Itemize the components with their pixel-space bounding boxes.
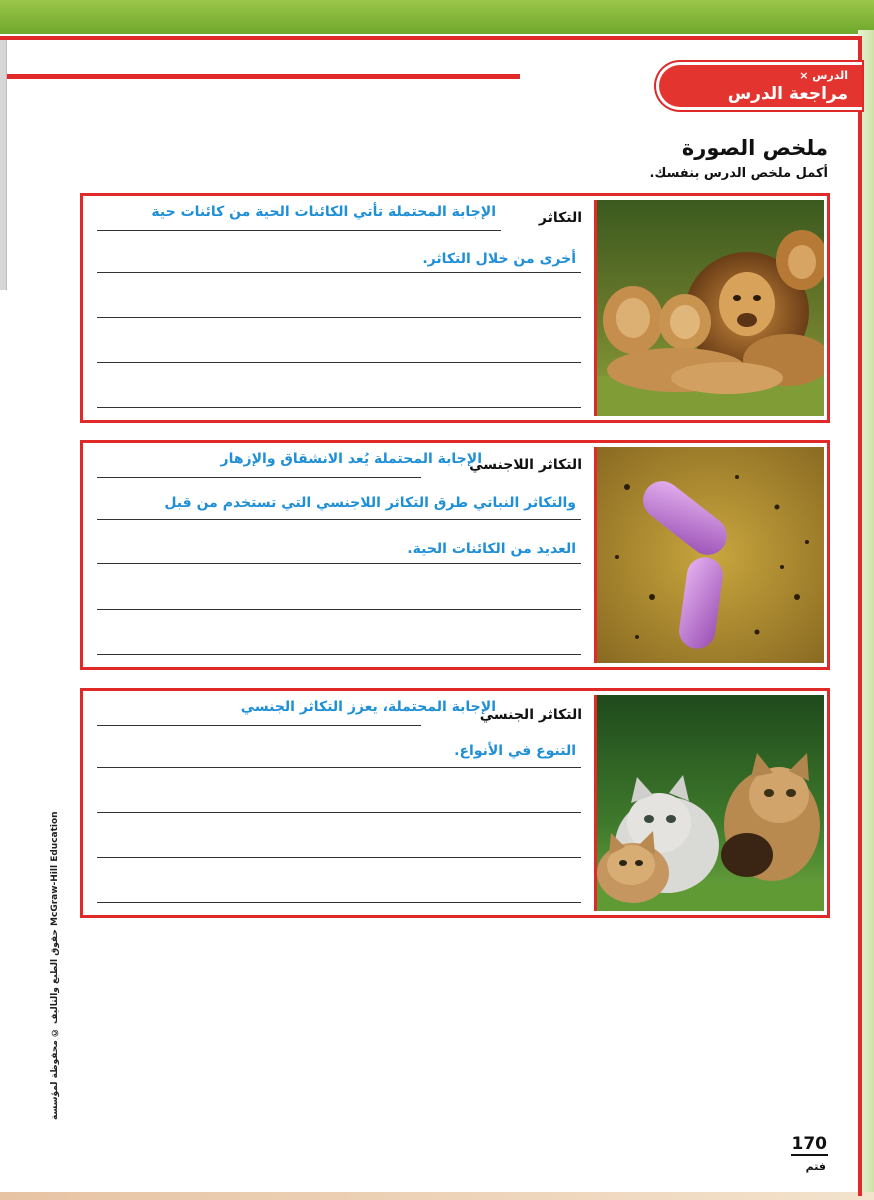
writing-line [97, 519, 581, 520]
copyright-notice: حقوق الطبع والتأليف © محفوظة لمؤسسة McGraw-Hill Education [50, 811, 60, 1120]
answer-line: الإجابة المحتملة تأتي الكائنات الحية من كائنات حية [151, 204, 496, 220]
writing-line [97, 362, 581, 363]
term-sexual-reproduction: التكاثر الجنسي [479, 707, 582, 723]
term-reproduction: التكاثر [538, 210, 582, 226]
kittens-photo-icon [594, 695, 824, 911]
answer-line: التنوع في الأنواع. [454, 743, 576, 759]
bacteria-photo-icon [594, 447, 824, 663]
summary-panel-sexual [80, 688, 830, 918]
lions-photo-icon [594, 200, 824, 416]
writing-line [97, 725, 421, 726]
section-instructions: أكمل ملخص الدرس بنفسك. [649, 166, 828, 181]
header-rule [0, 74, 520, 79]
writing-line [97, 563, 581, 564]
answer-line: والتكاثر النباتي طرق التكاثر اللاجنسي التي تستخدم من قبل [164, 495, 576, 511]
writing-line [97, 317, 581, 318]
section-title: ملخص الصورة [681, 136, 828, 160]
answer-line: العديد من الكائنات الحية. [407, 541, 576, 557]
term-asexual-reproduction: التكاثر اللاجنسي [469, 457, 582, 473]
writing-line [97, 767, 581, 768]
answer-line: الإجابة المحتملة، يعزز التكاثر الجنسي [240, 699, 496, 715]
writing-line [97, 230, 501, 231]
page-number: 170 [791, 1134, 827, 1154]
writing-line [97, 812, 581, 813]
page-edge-shadow [0, 40, 7, 290]
page-label: فتم [805, 1160, 826, 1173]
summary-panel-reproduction [80, 193, 830, 423]
summary-panel-asexual [80, 440, 830, 670]
lesson-title: مراجعة الدرس [727, 84, 848, 104]
writing-line [97, 609, 581, 610]
top-green-band [0, 0, 874, 34]
lesson-number: الدرس × [799, 69, 848, 82]
answer-line: أخرى من خلال التكاثر. [422, 251, 576, 267]
lesson-tab [656, 62, 862, 110]
writing-line [97, 272, 581, 273]
writing-line [97, 654, 581, 655]
writing-line [97, 857, 581, 858]
writing-line [97, 902, 581, 903]
answer-line: الإجابة المحتملة يُعد الانشقاق والإزهار [220, 451, 482, 467]
writing-line [97, 407, 581, 408]
writing-line [97, 477, 421, 478]
